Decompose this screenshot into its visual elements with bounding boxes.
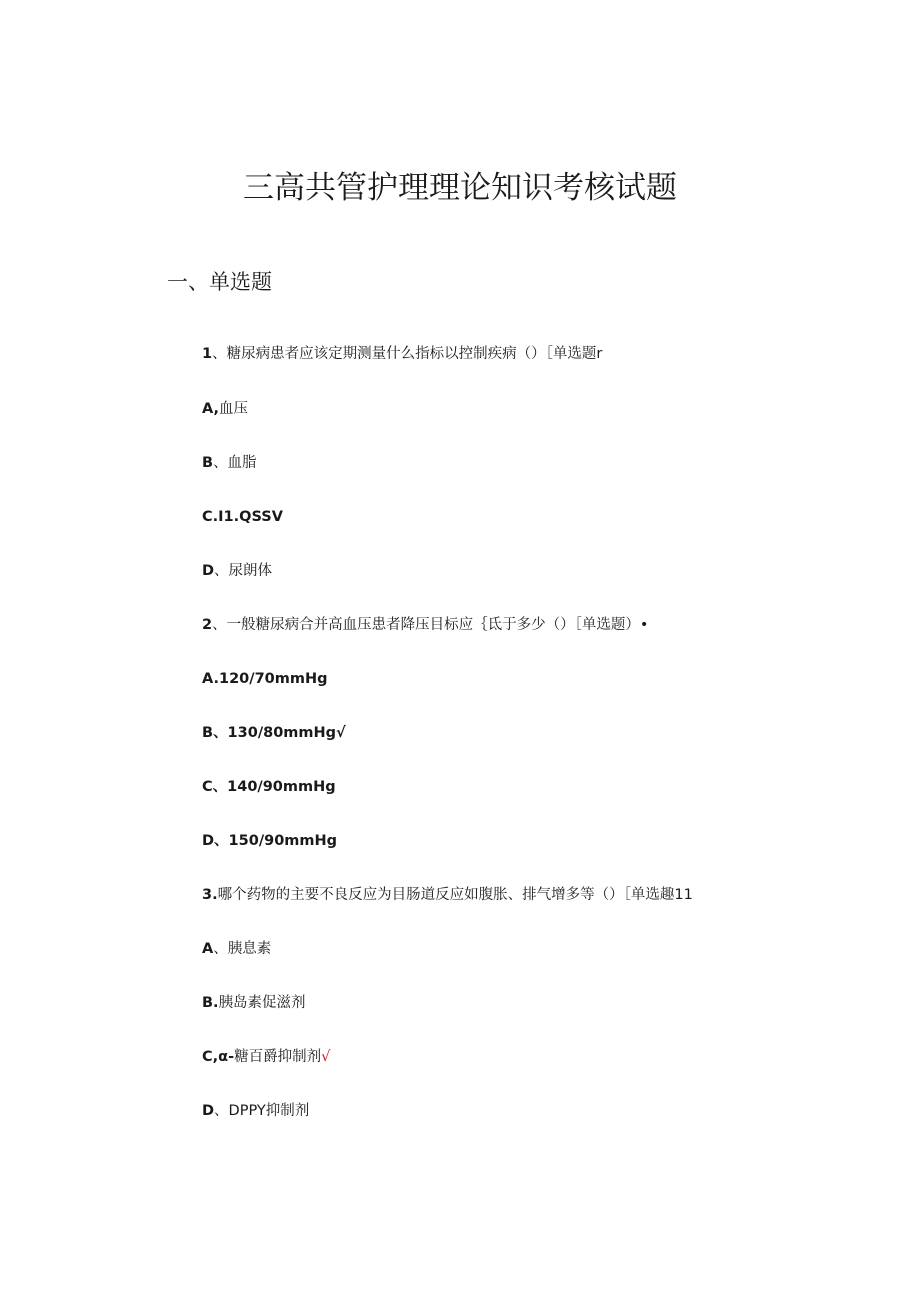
answer-option [202, 722, 346, 744]
answer-option [202, 1046, 330, 1068]
answer-option [202, 506, 283, 528]
option-letter: C,α- [202, 1049, 235, 1065]
option-text: 、胰息素 [213, 941, 272, 957]
page-title: 三高共管护理理论知识考核试题 [243, 170, 677, 206]
correct-answer-check-icon: √ [321, 1049, 331, 1065]
option-text: 、血脂 [213, 455, 257, 471]
option-text: 、140/90mmHg [212, 779, 336, 795]
option-letter: B. [202, 995, 219, 1011]
answer-option [202, 560, 272, 582]
option-text: 、130/80mmHg√ [213, 725, 346, 741]
answer-option [202, 452, 257, 474]
option-letter: C [202, 779, 213, 795]
question-stem [202, 884, 693, 906]
section-heading: 一、单选题 [167, 270, 272, 294]
answer-option [202, 398, 248, 420]
option-text: 、尿朗体 [214, 563, 273, 579]
option-letter: B [202, 725, 214, 741]
question-number: 1 [202, 346, 213, 362]
answer-option [202, 830, 337, 852]
option-letter: B [202, 455, 214, 471]
option-letter: D [202, 1103, 215, 1119]
answer-option [202, 938, 271, 960]
answer-option [202, 1100, 309, 1122]
option-letter: A [202, 941, 214, 957]
option-text: 胰岛素促滋剂 [218, 995, 306, 1011]
option-letter: D [202, 833, 215, 849]
question-number: 2 [202, 617, 213, 633]
answer-option [202, 776, 336, 798]
question-text: 哪个药物的主要不良反应为目肠道反应如腹胀、排气增多等（）［单选趣11 [217, 887, 693, 903]
option-letter: A, [202, 401, 219, 417]
question-text: 、糖尿病患者应该定期测量什么指标以控制疾病（）［单选题r [212, 346, 603, 362]
answer-option [202, 992, 306, 1014]
question-stem [202, 343, 602, 365]
question-number: 3. [202, 887, 218, 903]
option-text: 血压 [219, 401, 248, 417]
option-letter: A.120/70mmHg [202, 671, 328, 687]
answer-option [202, 668, 327, 690]
option-text: 糖百爵抑制剂 [234, 1049, 322, 1065]
question-stem [202, 614, 648, 636]
option-text: 、DPPY抑制剂 [214, 1103, 310, 1119]
option-letter: D [202, 563, 215, 579]
question-text: 、一般糖尿病合并高血压患者降压目标应｛氐于多少（）［单选题）• [212, 617, 649, 633]
option-letter: C.I1.QSSV [202, 509, 283, 525]
option-text: 、150/90mmHg [214, 833, 338, 849]
